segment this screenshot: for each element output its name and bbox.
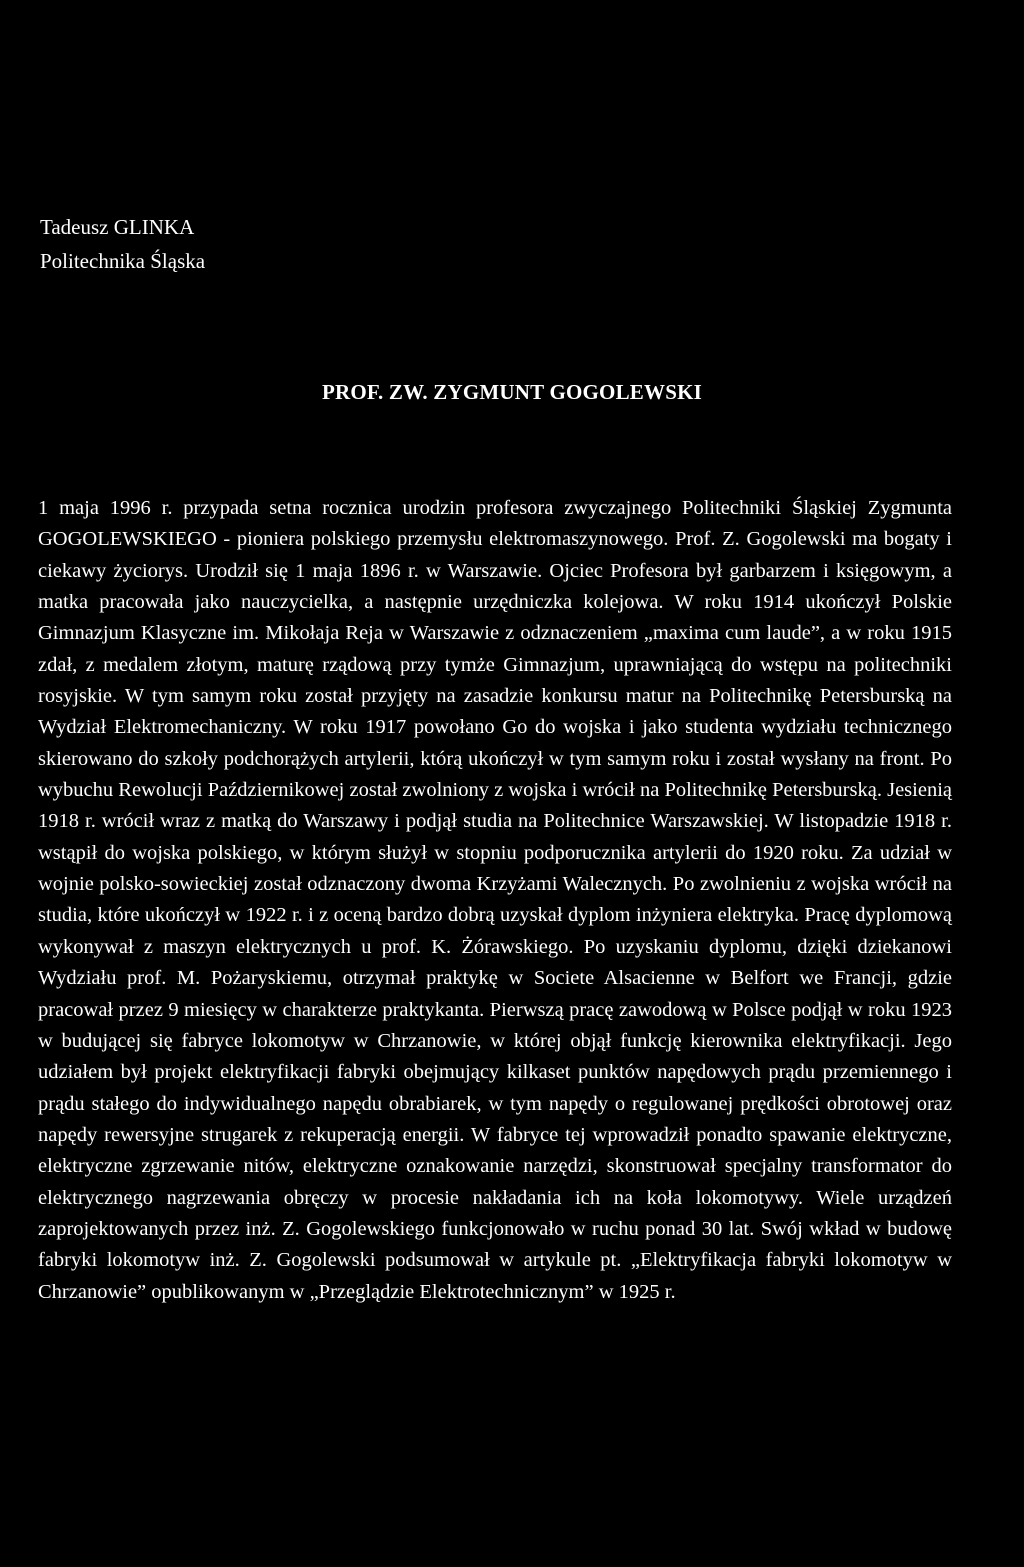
author-name: Tadeusz GLINKA [40, 215, 195, 239]
article-body: 1 maja 1996 r. przypada setna rocznica urodzin profesora zwyczajnego Politechniki Śląskiej Zygmunta GOGOLEWSKIEGO - pioniera polskiego przemysłu elektromaszynowego. Prof. Z. Gogolewski ma bogaty i ciekawy życiorys. Urodził się 1 maja 1896 r. w Warszawie. Ojciec Profesora był garbarzem i księgowym, a matka pracowała jako nauczycielka, a następnie urzędniczka kolejowa. W roku 1914 ukończył Polskie Gimnazjum Klasyczne im. Mikołaja Reja w Warszawie z odznaczeniem „maxima cum laude”, a w roku 1915 zdał, z medalem złotym, maturę rządową przy tymże Gimnazjum, uprawniającą do wstępu na politechniki rosyjskie. W tym samym roku został przyjęty na zasadzie konkursu matur na Politechnikę Petersburską na Wydział Elektromechaniczny. W roku 1917 powołano Go do wojska i jako studenta wydziału technicznego skierowano do szkoły podchorążych artylerii, którą ukończył w tym samym roku i został wysłany na front. Po wybuchu Rewolucji Październikowej został zwolniony z wojska i wrócił na Politechnikę Petersburską. Jesienią 1918 r. wrócił wraz z matką do Warszawy i podjął studia na Politechnice Warszawskiej. W listopadzie 1918 r. wstąpił do wojska polskiego, w którym służył w stopniu podporucznika artylerii do 1920 roku. Za udział w wojnie polsko-sowieckiej został odznaczony dwoma Krzyżami Walecznych. Po zwolnieniu z wojska wrócił na studia, które ukończył w 1922 r. i z oceną bardzo dobrą uzyskał dyplom inżyniera elektryka. Pracę dyplomową wykonywał z maszyn elektrycznych u prof. K. Żórawskiego. Po uzyskaniu dyplomu, dzięki dziekanowi Wydziału prof. M. Pożaryskiemu, otrzymał praktykę w Societe Alsacienne w Belfort we Francji, gdzie pracował przez 9 miesięcy w charakterze praktykanta. Pierwszą pracę zawodową w Polsce podjął w roku 1923 w budującej się fabryce lokomotyw w Chrzanowie, w której objął funkcję kierownika elektryfikacji. Jego udziałem był projekt elektryfikacji fabryki obejmujący kilkaset punktów napędowych prądu przemiennego i prądu stałego do indywidualnego napędu obrabiarek, w tym napędy o regulowanej prędkości obrotowej oraz napędy rewersyjne strugarek z rekuperacją energii. W fabryce tej wprowadził ponadto spawanie elektryczne, elektryczne zgrzewanie nitów, elektryczne oznakowanie narzędzi, skonstruował specjalny transformator do elektrycznego nagrzewania obręczy w procesie nakładania ich na koła lokomotywy. Wiele urządzeń zaprojektowanych przez inż. Z. Gogolewskiego funkcjonowało w ruchu ponad 30 lat. Swój wkład w budowę fabryki lokomotyw inż. Z. Gogolewski podsumował w artykule pt. „Elektryfikacja fabryki lokomotyw w Chrzanowie” opublikowanym w „Przeglądzie Elektrotechnicznym” w 1925 r. [38, 497, 952, 1303]
author-affiliation: Politechnika Śląska [40, 249, 206, 273]
author-block [40, 210, 205, 278]
article-title: PROF. ZW. ZYGMUNT GOGOLEWSKI [322, 380, 702, 404]
